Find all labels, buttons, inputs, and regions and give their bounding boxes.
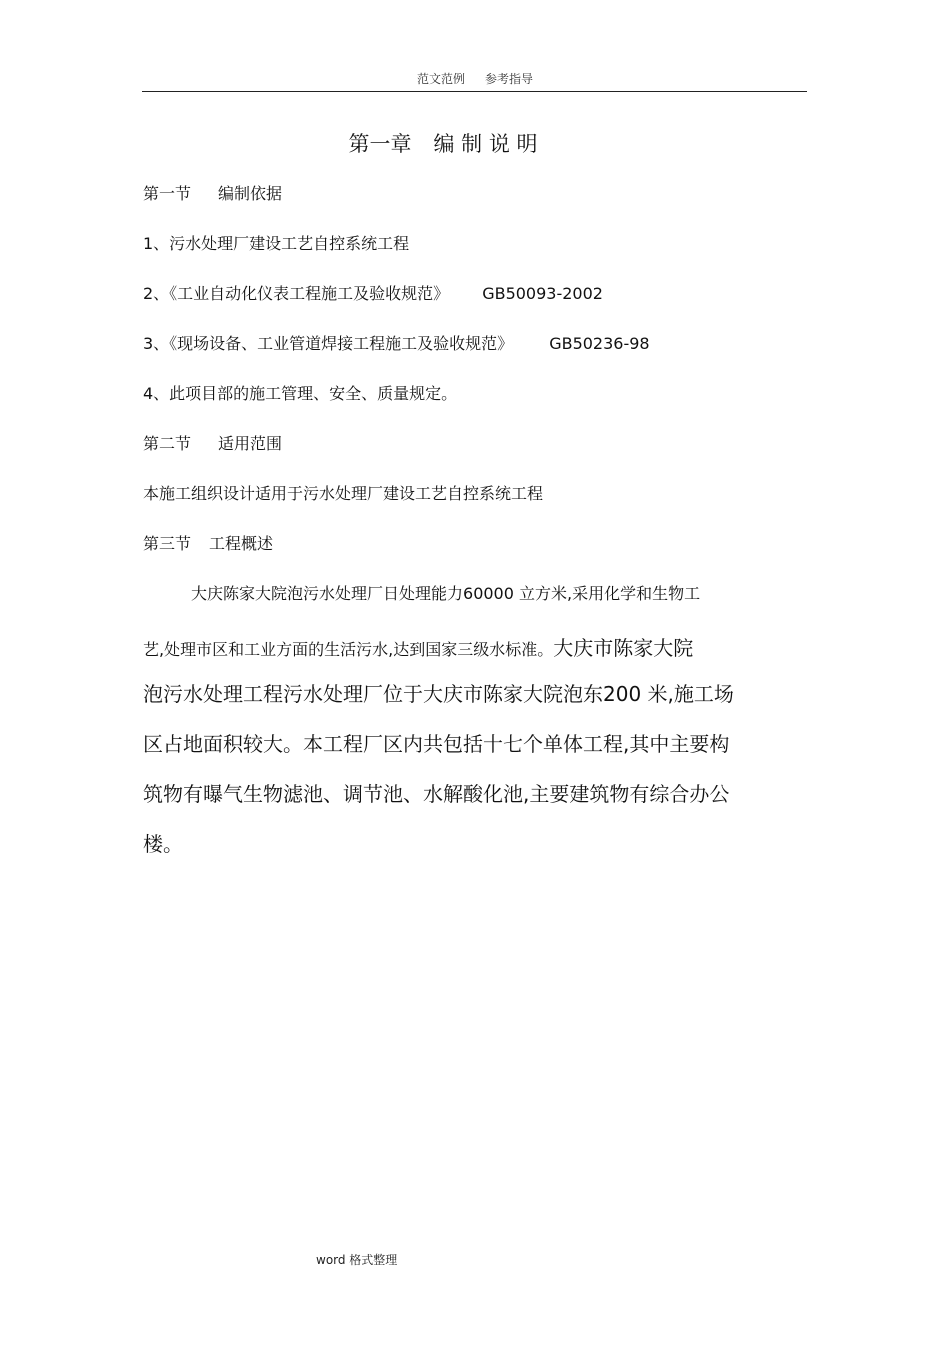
- overview-text: 60000 立方米,采用化学和生物工: [463, 584, 701, 603]
- header-left-text: 范文范例: [416, 72, 465, 86]
- standard-code: GB50093-2002: [482, 284, 603, 303]
- list-item-text: 3、《现场设备、工业管道焊接工程施工及验收规范》: [143, 334, 514, 353]
- scope-paragraph: [143, 481, 543, 504]
- list-item-text: 1、污水处理厂建设工艺自控系统工程: [143, 234, 410, 253]
- header-right-text: 参考指导: [485, 72, 534, 86]
- page-footer: word 格式整理: [316, 1253, 398, 1267]
- overview-line-3: [143, 678, 734, 707]
- header-rule: [142, 91, 807, 92]
- section-number: 第二节: [143, 434, 192, 453]
- overview-line-5: [143, 778, 729, 807]
- section-number: 第三节: [143, 534, 192, 553]
- list-item: [143, 381, 457, 404]
- overview-text: 大庆陈家大院泡污水处理厂日处理能力: [191, 584, 464, 603]
- standard-code: GB50236-98: [549, 334, 650, 353]
- section-title: 工程概述: [209, 534, 274, 553]
- list-item: [143, 331, 650, 354]
- overview-text: 区占地面积较大。: [143, 732, 303, 756]
- overview-text: 艺,处理市区和工业方面的生活污水,: [143, 640, 394, 659]
- overview-text: 大庆市陈家大院: [553, 636, 694, 660]
- list-item: [143, 231, 409, 254]
- section-heading-1: [143, 181, 282, 204]
- list-item: [143, 281, 603, 304]
- chapter-number: 第一章: [348, 132, 412, 156]
- chapter-name: 编 制 说 明: [433, 132, 538, 156]
- overview-line-2: [143, 632, 693, 661]
- list-item-text: 2、《工业自动化仪表工程施工及验收规范》: [143, 284, 450, 303]
- overview-text: 泡污水处理工程污水处理厂位于大庆市陈家大院泡东: [143, 682, 603, 706]
- overview-text: 达到国家三级水标准。: [393, 640, 554, 659]
- overview-text: 本工程厂区内共包括十七个单体工程,: [303, 732, 630, 756]
- list-item-text: 4、此项目部的施工管理、安全、质量规定。: [143, 384, 458, 403]
- section-title: 编制依据: [218, 184, 283, 203]
- overview-line-4: [143, 728, 729, 757]
- overview-text: 筑物有曝气生物滤池、调节池、水解酸化池,主要建筑物有综合办公: [143, 782, 730, 806]
- scope-text: 本施工组织设计适用于污水处理厂建设工艺自控系统工程: [143, 484, 544, 503]
- overview-text: 200 米,施工场: [603, 682, 734, 706]
- overview-line-1: [191, 581, 700, 604]
- chapter-title: [0, 128, 886, 158]
- page-header: [0, 70, 950, 87]
- overview-text: 楼。: [143, 832, 183, 856]
- section-heading-2: [143, 431, 282, 454]
- section-heading-3: [143, 531, 273, 554]
- section-title: 适用范围: [218, 434, 283, 453]
- section-number: 第一节: [143, 184, 192, 203]
- overview-text: 其中主要构: [629, 732, 730, 756]
- overview-line-6: [143, 828, 183, 857]
